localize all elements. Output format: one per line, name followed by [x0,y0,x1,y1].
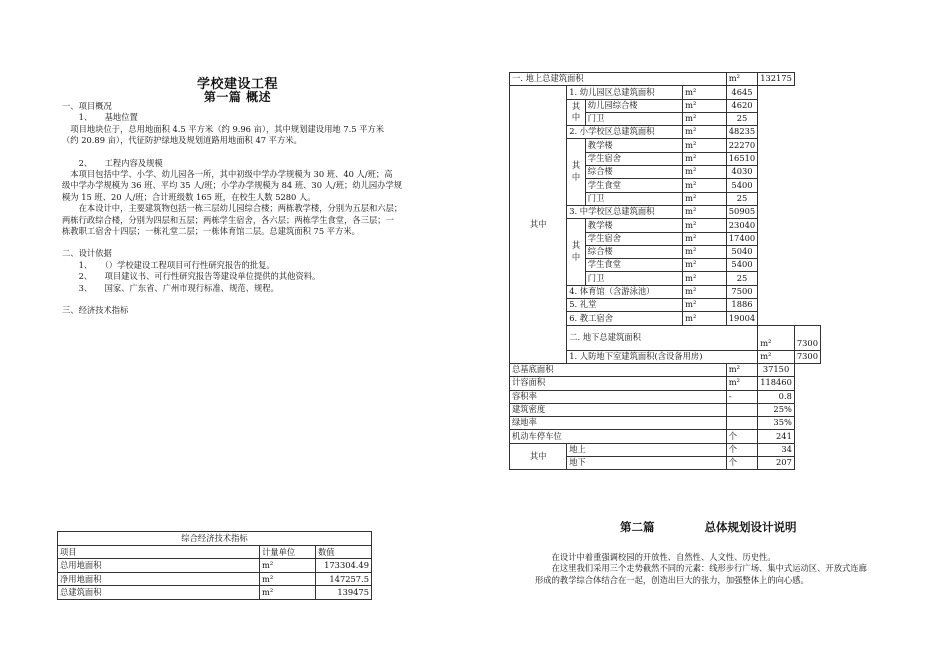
table-cell: m² [683,205,727,218]
table-cell: 计容面积 [510,377,727,390]
table-cell: 总基底面积 [510,363,727,376]
text-line: 在设计中着重强调校园的开放性、自然性、人文性、历史性。 [535,552,776,562]
table-row [510,363,821,376]
table-cell: 25 [726,272,757,285]
table-cell: 4. 体育馆（含游泳池） [567,285,683,298]
text-line: 二、设计依据 [62,248,112,259]
table-cell: 1886 [726,299,757,312]
group-label: 其中 [510,86,567,364]
table-cell: 25 [726,192,757,205]
table-cell: m² [683,232,727,245]
table-row [58,532,372,546]
text-line: 本项目包括中学、小学、幼儿园各一所，其中初级中学办学规模为 30 班、40 人/班；高 [62,169,393,180]
table-cell: 37150 [758,363,795,376]
table-cell: 个 [726,430,757,443]
table-cell: 5040 [726,245,757,258]
table-cell: m² [260,572,316,586]
table-row [510,390,821,403]
table-cell: m² [726,363,757,376]
table-cell: 6. 教工宿舍 [567,312,683,325]
text-line: 在本设计中，主要建筑物包括一栋三层幼儿园综合楼；两栋教学楼，分别为五层和六层； [62,203,403,214]
table-cell: 总用地面积 [58,559,260,573]
table-cell: m² [726,73,757,86]
table-cell: 机动车停车位 [510,430,727,443]
table-cell: 一. 地上总建筑面积 [510,73,727,86]
table-cell: 学生宿舍 [585,232,682,245]
header-cell: 项目 [58,545,260,559]
text-line: 2、 项目建议书、可行性研究报告等建设单位提供的其他资料。 [62,271,321,282]
table-cell: m² [683,112,727,125]
chapter-title: 第一篇 概述 [203,90,272,104]
economic-indicators-table [57,531,372,600]
text-line: 项目地块位于，总用地面积 4.5 平方米（约 9.96 亩），其中规划建设用地 7.5 平方米 [62,123,385,134]
table-cell: m² [683,192,727,205]
building-area-table [509,72,821,470]
table-cell: 173304.49 [316,559,372,573]
table-cell: 1. 人防地下室建筑面积(含设备用房) [567,350,758,363]
table-cell: m² [683,245,727,258]
table-cell: 7300 [794,350,820,363]
table-cell: 25 [726,112,757,125]
table-row [510,417,821,430]
table-cell: 207 [758,457,795,470]
section2-title: 总体规划设计说明 [704,520,797,534]
table-cell: m² [683,152,727,165]
table-cell: 241 [758,430,795,443]
table-cell: 学生宿舍 [585,152,682,165]
table-cell: 3. 中学校区总建筑面积 [567,205,683,218]
table-row [58,559,372,573]
group-label: 其中 [510,443,567,470]
table-cell: 幼儿园综合楼 [585,99,682,112]
text-line: 在这里我们采用三个走势截然不同的元素：线形步行广场、集中式运动区、开放式连廊 [535,563,867,574]
table-cell: 学生食堂 [585,259,682,272]
text-line: 级中学办学规模为 36 班、平均 35 人/班；小学办学规模为 84 班、30 人/班；幼儿园办学规 [62,180,403,191]
text-line: 模为 15 班、20 人/班；合计班级数 165 班，在校生人数 5280 人。 [62,191,316,202]
table-cell: m² [683,86,727,99]
text-line: 1、 （）学校建设工程项目可行性研究报告的批复。 [62,259,275,270]
text-line: 两栋行政综合楼，分别为四层和五层；两栋学生宿舍，各六层；两栋学生食堂，各三层；一 [62,214,394,225]
table-cell: 地下 [567,457,727,470]
table-cell: m² [683,285,727,298]
table-cell: m² [260,559,316,573]
table-cell: 容积率 [510,390,727,403]
header-cell: 计量单位 [260,545,316,559]
table-cell: 5400 [726,259,757,272]
table-cell: m² [726,377,757,390]
table-cell: 学生食堂 [585,179,682,192]
table-cell: m² [683,166,727,179]
section2-heading [620,519,843,535]
text-line: 2、 工程内容及规模 [62,157,163,168]
table-cell: 2. 小学校区总建筑面积 [567,126,683,139]
table-row [58,572,372,586]
table-cell [726,403,757,416]
header-cell: 数值 [316,545,372,559]
text-line: 1、 基地位置 [62,112,138,123]
table-cell: m² [683,272,727,285]
table-cell: 48235 [726,126,757,139]
table-row [58,586,372,600]
text-line: （约 20.89 亩），代征防护绿地及规划道路用地面积 47 平方米。 [62,135,302,146]
table-cell: 1. 幼儿园区总建筑面积 [567,86,683,99]
table-cell: - [726,390,757,403]
table-cell: 综合楼 [585,166,682,179]
table-cell: 5. 礼堂 [567,299,683,312]
table-row [510,430,821,443]
table-cell: 教学楼 [585,139,682,152]
table-cell: 16510 [726,152,757,165]
table-cell: 地上 [567,443,727,456]
table-cell: 教学楼 [585,219,682,232]
table-cell: 7500 [726,285,757,298]
table-cell: 50905 [726,205,757,218]
table-cell: 35% [758,417,795,430]
table-cell: 19004 [726,312,757,325]
text-line: 一、项目概况 [62,101,112,111]
table-cell: 0.8 [758,390,795,403]
section2-body [535,552,905,586]
table-cell: 门卫 [585,112,682,125]
sub-group-label: 其中 [567,139,586,205]
table-cell: 118460 [758,377,795,390]
overview-body [62,101,434,317]
table-cell: 5400 [726,179,757,192]
table-cell: m² [683,179,727,192]
table-cell: 门卫 [585,192,682,205]
table-cell: m² [683,259,727,272]
table-cell: 门卫 [585,272,682,285]
sub-group-label: 其中 [567,99,586,126]
sub-group-label: 其中 [567,219,586,285]
table-caption: 综合经济技术指标 [58,532,372,546]
table-cell: 147257.5 [316,572,372,586]
table-cell: 4620 [726,99,757,112]
table-row [510,443,821,456]
text-line: 三、经济技术指标 [62,305,129,316]
table-header-row [58,545,372,559]
table-row [510,86,821,99]
table-cell: 总建筑面积 [58,586,260,600]
table-cell: 4030 [726,166,757,179]
table-cell: m² [683,126,727,139]
table-cell: m² [683,99,727,112]
table-cell: 139475 [316,586,372,600]
table-cell: 25% [758,403,795,416]
table-cell: 132175 [758,73,795,86]
table-cell: 净用地面积 [58,572,260,586]
text-line: 栋教职工宿舍十四层；一栋礼堂二层；一栋体育馆二层。总建筑面积 75 平方米。 [62,226,360,237]
table-cell: m² [683,219,727,232]
table-row [510,403,821,416]
table-cell: 22270 [726,139,757,152]
table-cell: 17400 [726,232,757,245]
table-cell: 个 [726,443,757,456]
table-row [510,73,821,86]
table-cell: m² [260,586,316,600]
table-cell: m² [683,139,727,152]
table-cell: m² [683,299,727,312]
table-cell: 综合楼 [585,245,682,258]
text-line: 形成的教学综合体结合在一起，创造出巨大的张力，加强整体上的向心感。 [535,574,809,585]
document-title: 学校建设工程 [196,77,278,92]
table-cell: 绿地率 [510,417,727,430]
table-cell: m² [758,325,795,350]
table-cell: 4645 [726,86,757,99]
table-row [510,377,821,390]
table-cell: 个 [726,457,757,470]
section2-number: 第二篇 [620,520,655,534]
table-cell [726,417,757,430]
table-cell: 建筑密度 [510,403,727,416]
table-cell: m² [683,312,727,325]
table-cell: 23040 [726,219,757,232]
table-cell: 二. 地下总建筑面积 [567,325,758,350]
table-cell: 7300 [794,325,820,350]
text-line: 3、 国家、广东省、广州市现行标准、规范、规程。 [62,282,279,293]
table-cell: 34 [758,443,795,456]
table-cell: m² [758,350,795,363]
